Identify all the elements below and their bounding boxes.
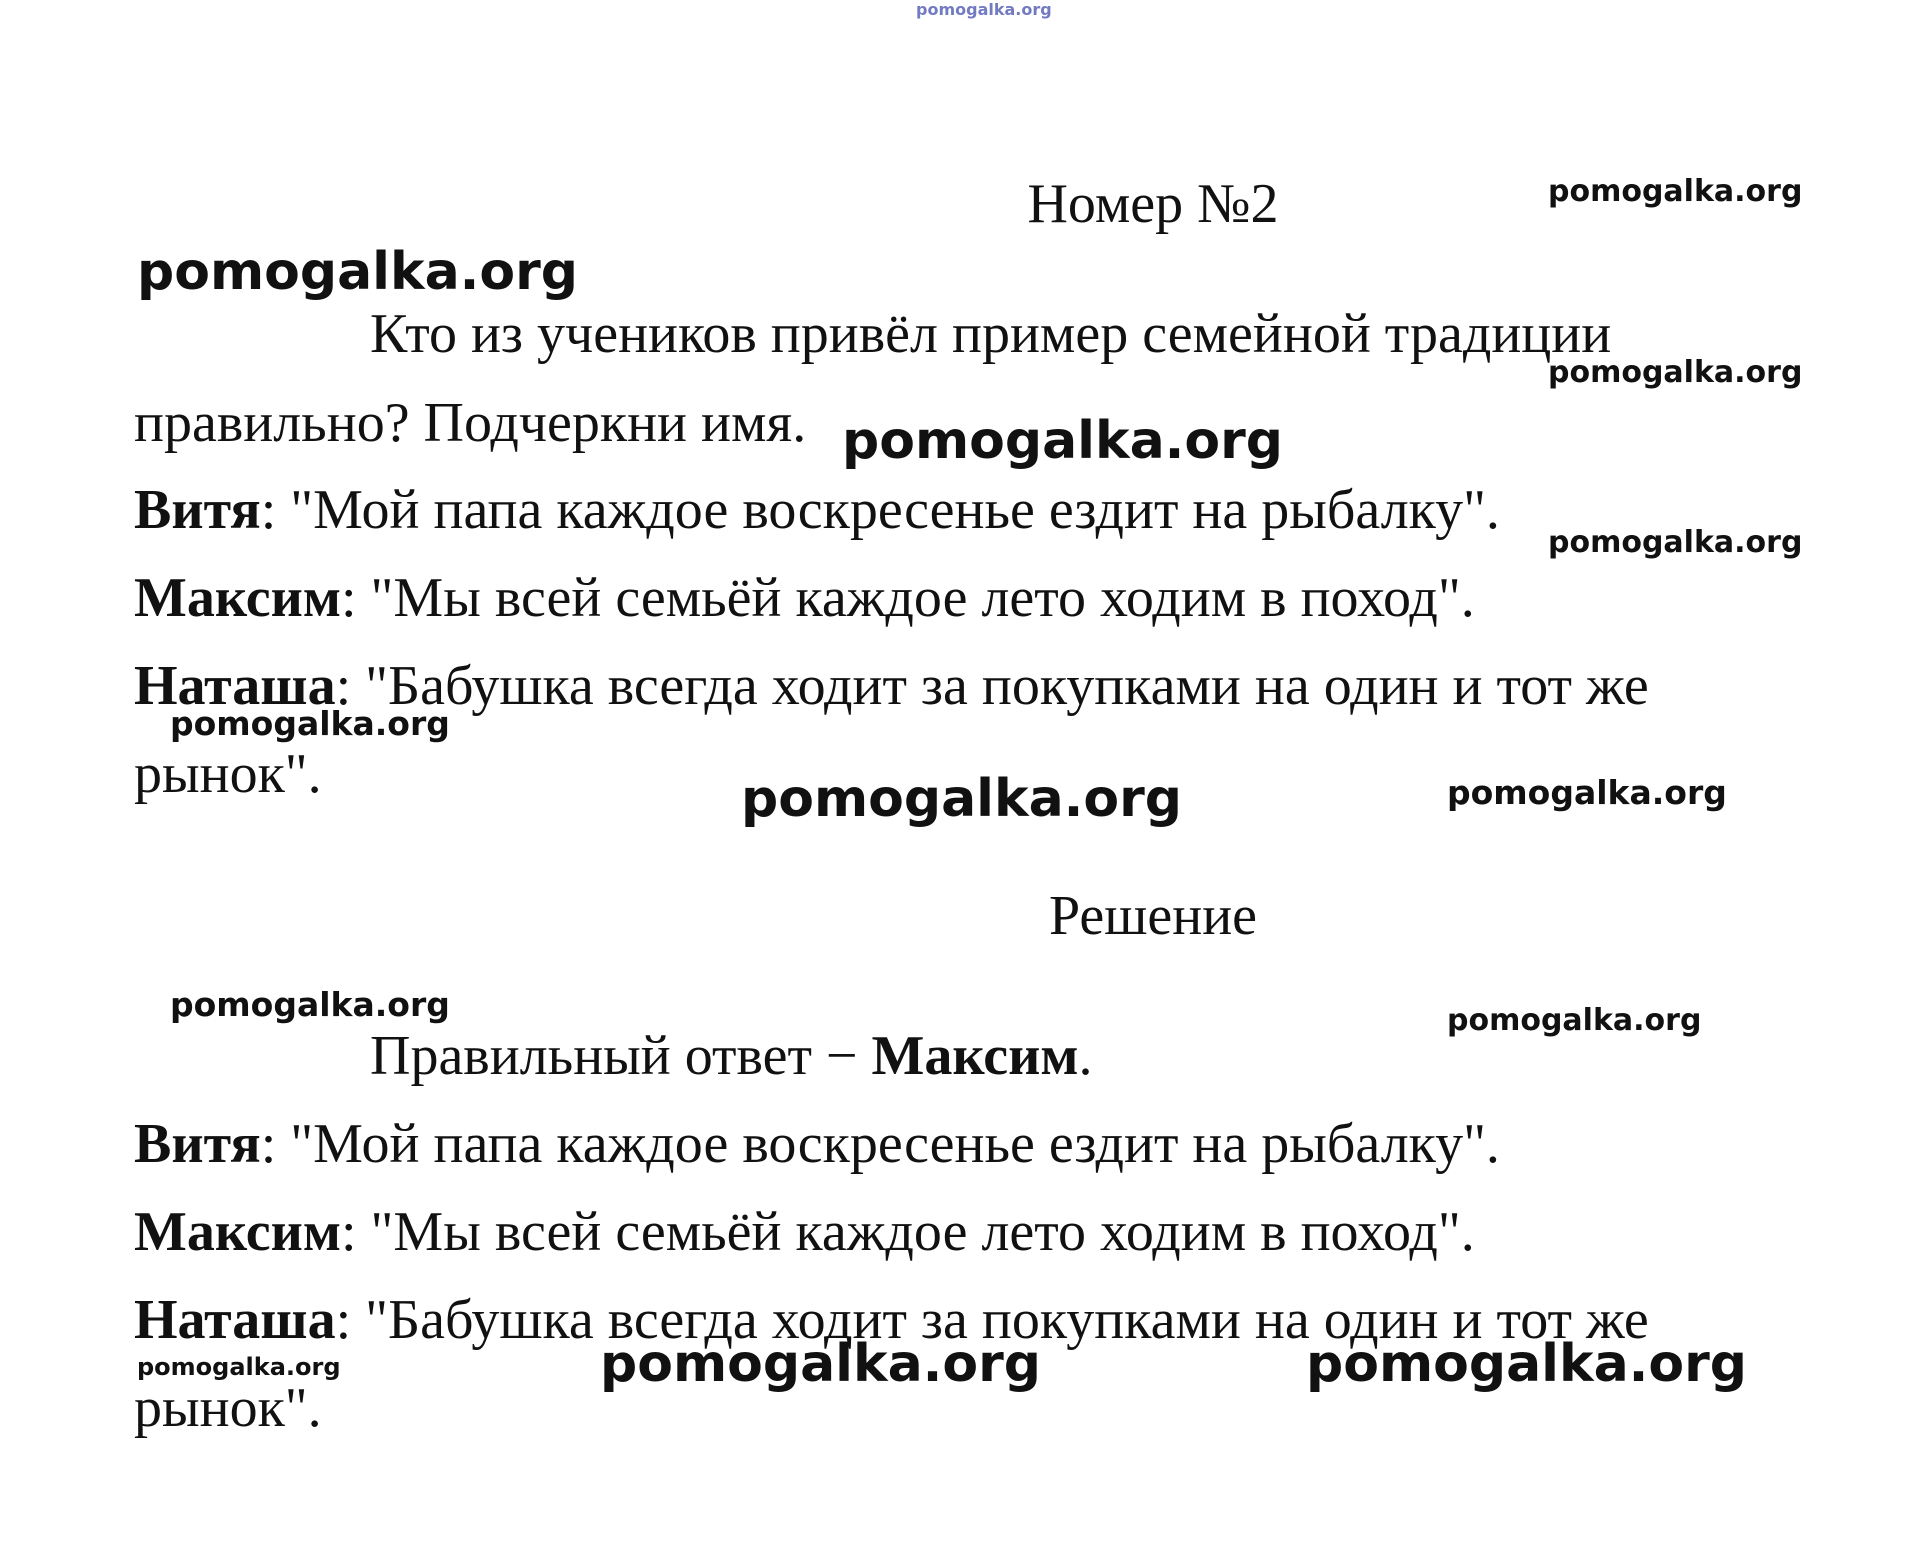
solution-quote-continuation: рынок".: [134, 1377, 322, 1439]
quote-name: Максим: [134, 567, 341, 629]
watermark-top: pomogalka.org: [916, 0, 1052, 19]
watermark: pomogalka.org: [1306, 1334, 1748, 1394]
quote-text: : "Мы всей семьёй каждое лето ходим в поход".: [341, 567, 1475, 629]
watermark: pomogalka.org: [741, 769, 1183, 829]
quote-text: : "Мой папа каждое воскресенье ездит на рыбалку".: [260, 479, 1500, 541]
watermark: pomogalka.org: [1447, 1003, 1702, 1038]
answer-suffix: .: [1078, 1025, 1093, 1087]
solution-quote-maxim: [134, 1201, 1475, 1263]
question-line-2: правильно? Подчеркни имя.: [134, 392, 807, 454]
watermark: pomogalka.org: [137, 1353, 341, 1381]
watermark: pomogalka.org: [170, 985, 450, 1024]
watermark: pomogalka.org: [842, 411, 1284, 471]
quote-name: Максим: [134, 1201, 341, 1263]
answer-line: [370, 1025, 1093, 1087]
task-quote-continuation: рынок".: [134, 743, 322, 805]
answer-name: Максим: [871, 1025, 1079, 1087]
watermark: pomogalka.org: [1447, 773, 1727, 812]
quote-text: : "Бабушка всегда ходит за покупками на один и тот же: [335, 655, 1649, 717]
solution-title: Решение: [1048, 885, 1258, 947]
question-line-1: Кто из учеников привёл пример семейной традиции: [370, 303, 1612, 365]
quote-name: Витя: [134, 1113, 261, 1175]
quote-text: : "Мой папа каждое воскресенье ездит на рыбалку".: [260, 1113, 1500, 1175]
watermark: pomogalka.org: [1548, 525, 1803, 560]
quote-name: Наташа: [134, 655, 336, 717]
watermark: pomogalka.org: [600, 1334, 1042, 1394]
watermark: pomogalka.org: [137, 242, 579, 302]
task-title: Номер №2: [1027, 173, 1279, 235]
task-quote-maxim: [134, 567, 1475, 629]
quote-name: Наташа: [134, 1289, 336, 1351]
quote-text: : "Бабушка всегда ходит за покупками на один и тот же: [335, 1289, 1649, 1351]
quote-text: : "Мы всей семьёй каждое лето ходим в поход".: [341, 1201, 1475, 1263]
quote-name: Витя: [134, 479, 261, 541]
solution-quote-vitya: [134, 1113, 1500, 1175]
answer-prefix: Правильный ответ −: [370, 1025, 872, 1087]
watermark: pomogalka.org: [170, 704, 450, 743]
watermark: pomogalka.org: [1548, 174, 1803, 209]
watermark: pomogalka.org: [1548, 355, 1803, 390]
task-quote-vitya: [134, 479, 1500, 541]
